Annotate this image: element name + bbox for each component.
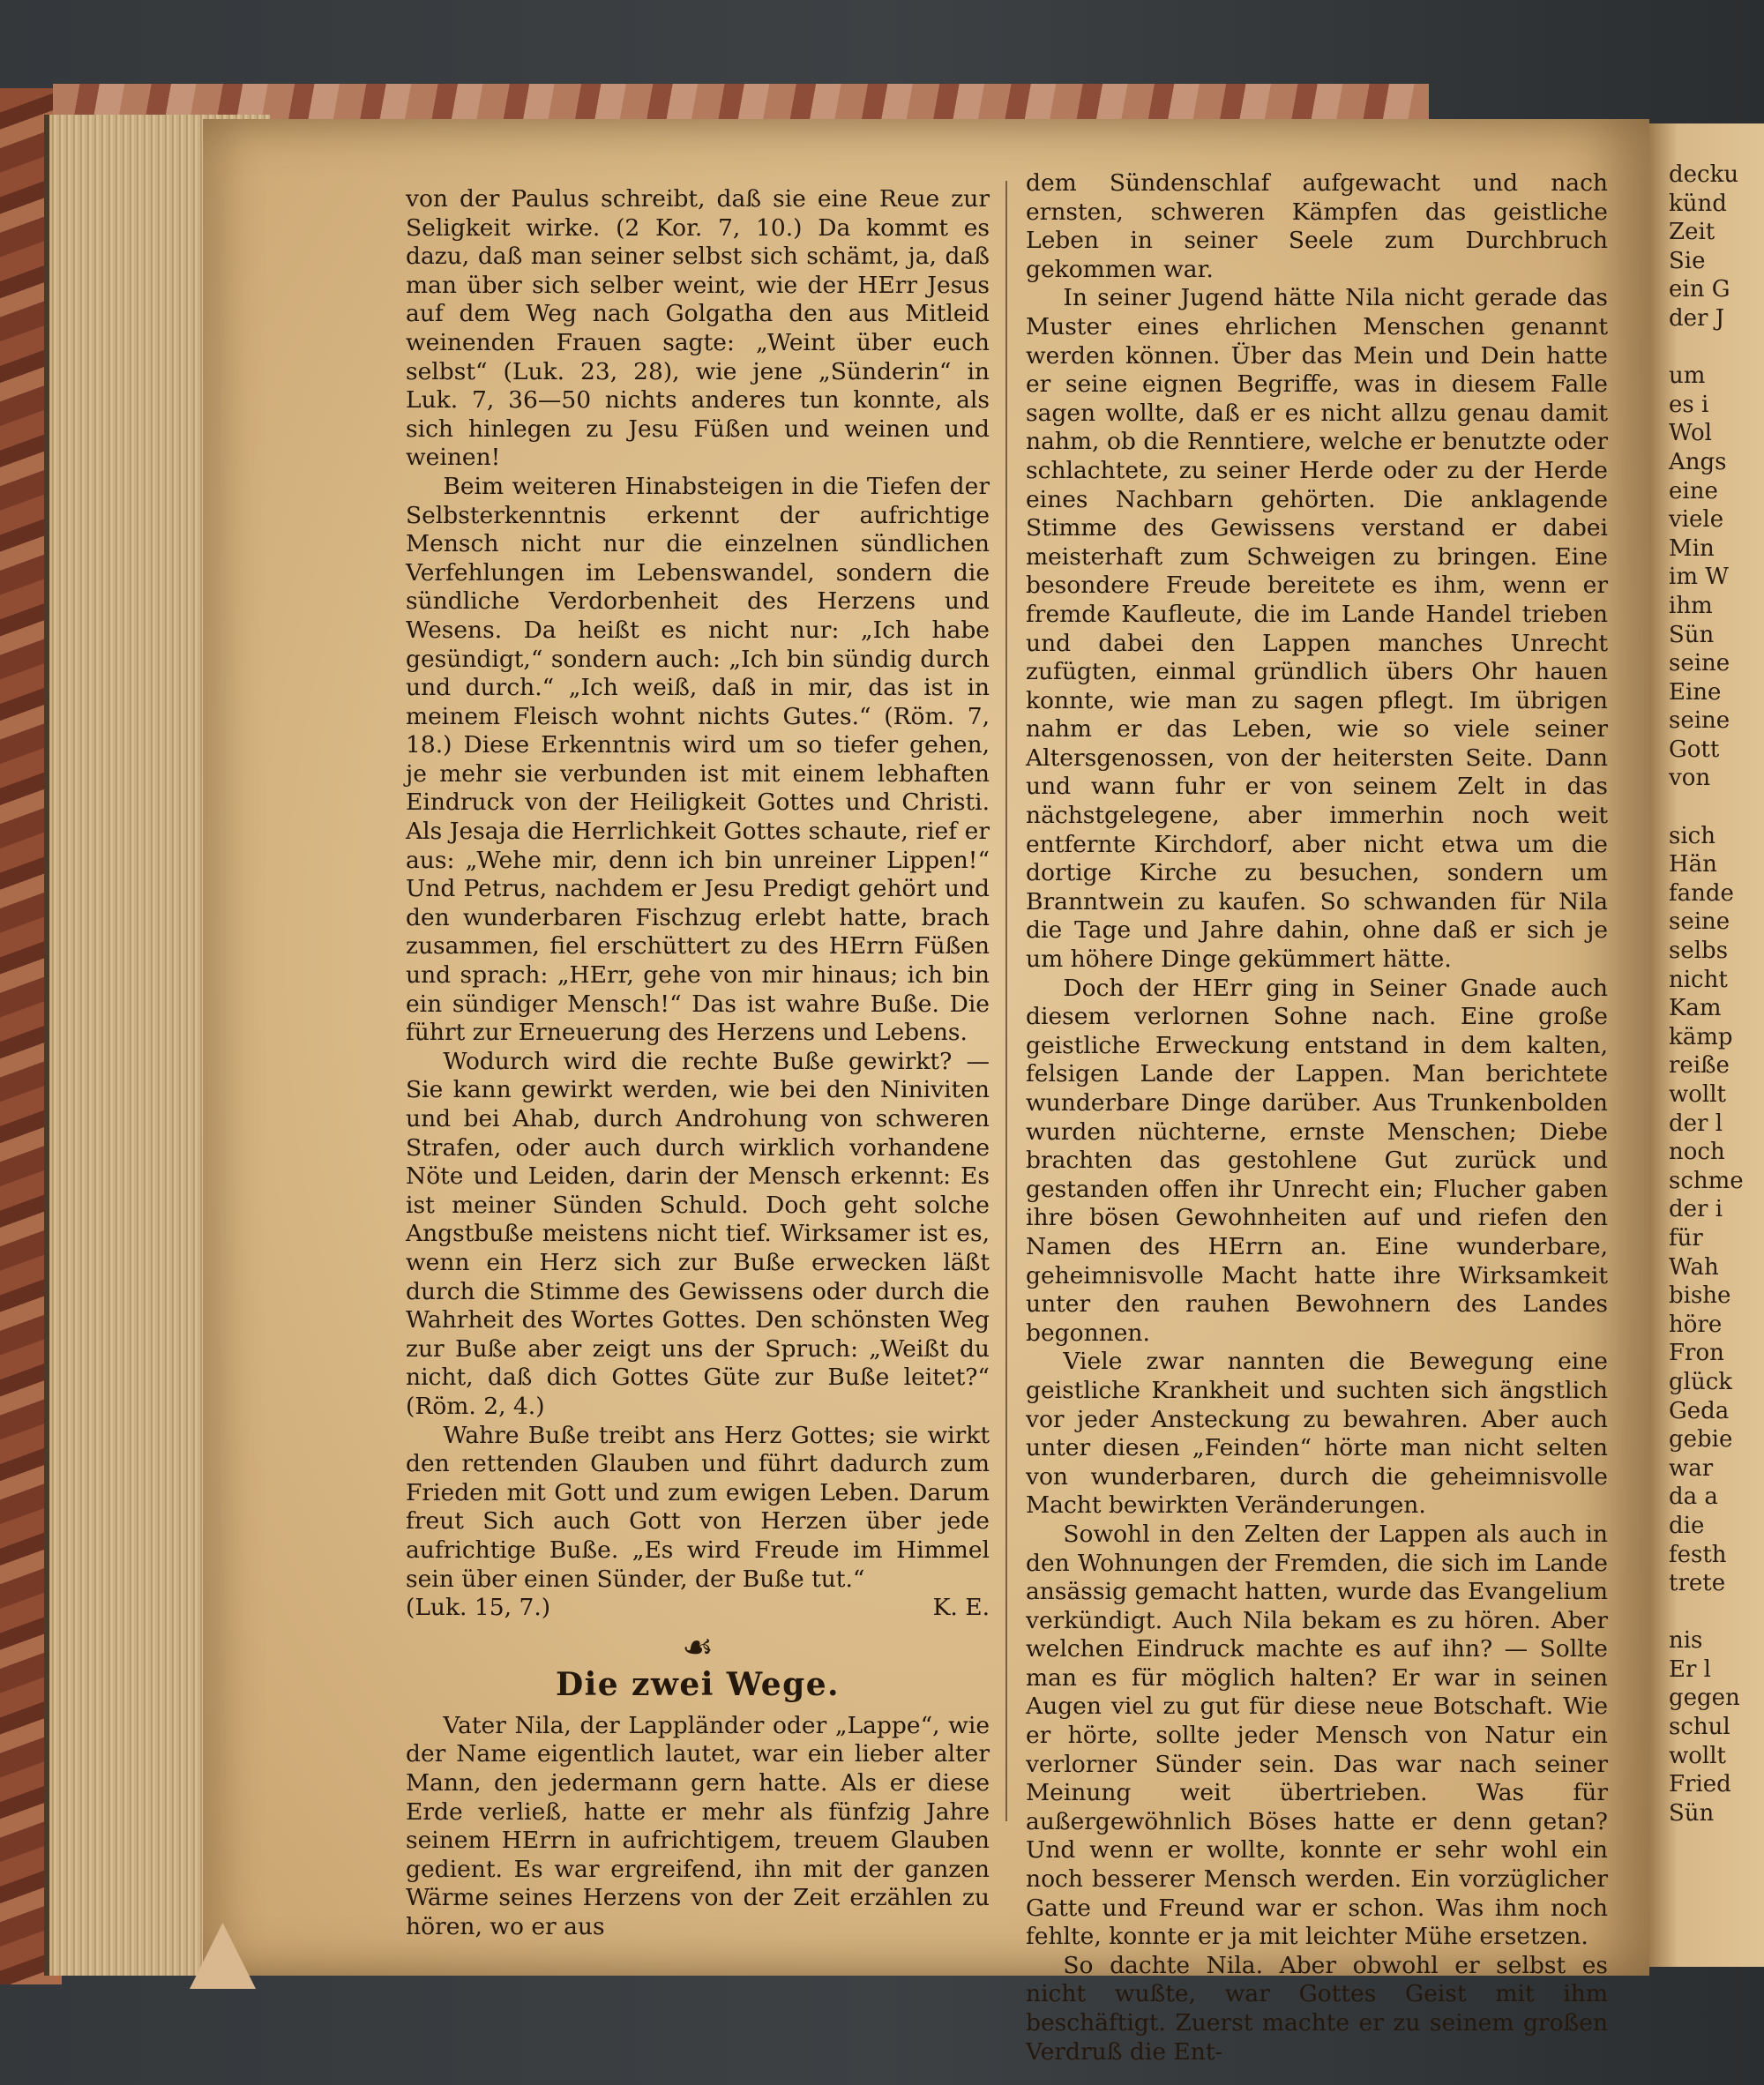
next-page-fragment: wollt <box>1669 1742 1726 1769</box>
right-column <box>1026 169 1608 2066</box>
next-page-fragment: decku <box>1669 161 1739 188</box>
next-page-fragment: von <box>1669 765 1711 792</box>
next-page-fragment: da a <box>1669 1483 1718 1511</box>
next-page-fragment: ihm <box>1669 592 1713 619</box>
next-page-fragment: sich <box>1669 822 1715 849</box>
next-page-fragment: höre <box>1669 1311 1723 1338</box>
next-page-fragment: Sün <box>1669 1799 1715 1827</box>
next-page-fragment: festh <box>1669 1541 1727 1568</box>
next-page-fragments <box>1649 123 1764 1827</box>
author-signature: K. E. <box>932 1594 990 1622</box>
next-page-fragment: noch <box>1669 1139 1725 1166</box>
next-page-fragment: glück <box>1669 1368 1733 1395</box>
next-page-fragment: nis <box>1669 1627 1703 1655</box>
next-page-fragment: Wah <box>1669 1253 1719 1281</box>
paragraph: So dachte Nila. Aber obwohl er selbst es nicht wußte, war Gottes Geist mit ihm beschäftigt. Zuerst machte er zu seinem großen Verdruß die Ent- <box>1026 1951 1608 2066</box>
next-page-fragment: schme <box>1669 1167 1744 1194</box>
bible-reference: (Luk. 15, 7.) <box>406 1594 551 1622</box>
next-page-fragment: schul <box>1669 1714 1730 1741</box>
next-page-fragment: gegen <box>1669 1685 1740 1712</box>
citation-signature-line <box>406 1594 990 1623</box>
next-page-fragment: bishe <box>1669 1282 1731 1310</box>
next-page-fragment: der J <box>1669 304 1725 332</box>
paragraph: dem Sündenschlaf aufgewacht und nach ernsten, schweren Kämpfen das geistliche Leben in seiner Seele zum Durchbruch gekommen war. <box>1026 169 1608 283</box>
next-page-fragment: selbs <box>1669 938 1729 965</box>
next-page-fragment: die <box>1669 1512 1705 1539</box>
next-page-fragment: Sie <box>1669 247 1706 274</box>
next-page-fragment: eine <box>1669 477 1718 504</box>
next-page-fragment: reiße <box>1669 1052 1730 1080</box>
next-page-fragment: Geda <box>1669 1397 1730 1424</box>
next-page-fragment: ein G <box>1669 276 1730 303</box>
next-page-fragment <box>1649 1598 1764 1627</box>
next-page-fragment: Er l <box>1669 1655 1711 1683</box>
next-page-fragment: seine <box>1669 707 1730 735</box>
next-page-fragment: kämp <box>1669 1023 1733 1050</box>
paragraph: In seiner Jugend hätte Nila nicht gerade das Muster eines ehrlichen Menschen genannt werden können. Über das Mein und Dein hatte er seine eignen Begriffe, was in diesem Falle sagen wollte, daß er es nicht allzu genau damit nahm, ob die Renntiere, welche er benutzte oder schlachtete, zu seiner Herde oder zu der Herde eines Nachbarn gehörten. Die anklagende Stimme des Gewissens verstand er dabei meisterhaft zum Schweigen zu bringen. Eine besondere Freude bereitete es ihm, wenn er fremde Kaufleute, die im Lande Handel trieben und dabei den Lappen manches Unrecht zufügten, einmal gründlich übers Ohr hauen konnte, wie man zu sagen pflegt. Im übrigen nahm er das Leben, wie so viele seiner Altersgenossen, von der heitersten Seite. Dann und wann fuhr er von seinem Zelt in das nächstgelegene, aber immerhin noch weit entfernte Kirchdorf, aber nicht etwa um die dortige Kirche zu besuchen, sondern um Branntwein zu kaufen. So schwanden für Nila die Tage und Jahre dahin, ohne daß er sich je um höhere Dinge gekümmert hätte. <box>1026 284 1608 974</box>
paragraph: Sowohl in den Zelten der Lappen als auch in den Wohnungen der Fremden, die sich im Lande ansässig gemacht hatten, wurde das Evangelium verkündigt. Auch Nila bekam es zu hören. Aber welchen Eindruck machte es auf ihn? — Sollte man es für möglich halten? Er war in seinen Augen viel zu gut für diese neue Botschaft. Wie er hörte, sollte jeder Mensch von Natur ein verlorner Sünder sein. Das war nach seiner Meinung weit übertrieben. Was für außergewöhnlich Böses hatte er denn getan? Und wenn er wollte, konnte er sehr wohl ein noch besserer Mensch werden. Ein vorzüglicher Gatte und Freund war er schon. Was ihm noch fehlte, konnte er ja mit leichter Mühe ersetzen. <box>1026 1520 1608 1951</box>
ornament-icon: ☙ <box>682 1626 714 1668</box>
next-page-fragment: wollt <box>1669 1081 1726 1108</box>
next-page-fragment <box>1649 793 1764 822</box>
next-page-fragment: im W <box>1669 564 1729 591</box>
paragraph: Wahre Buße treibt ans Herz Gottes; sie wirkt den rettenden Glauben und führt dadurch zum Frieden mit Gott und zum ewigen Leben. Darum freut Sich auch Gott von Herzen über jede aufrichtige Buße. „Es wird Freude im Himmel sein über einen Sünder, der Buße tut.“ <box>406 1421 990 1593</box>
paragraph: von der Paulus schreibt, daß sie eine Reue zur Seligkeit wirke. (2 Kor. 7, 10.) Da kommt es dazu, daß man seiner selbst sich schämt, ja, daß man über sich selber weint, wie der HErr Jesus auf dem Weg nach Golgatha den aus Mitleid weinenden Frauen sagte: „Weint über euch selbst“ (Luk. 23, 28), wie jene „Sünderin“ in Luk. 7, 36—50 nichts anderes tun konnte, als sich hinlegen zu Jesu Füßen und weinen und weinen! <box>406 185 990 472</box>
paragraph: Viele zwar nannten die Bewegung eine geistliche Krankheit und suchten sich ängstlich vor jeder Ansteckung zu bewahren. Aber auch unter diesen „Feinden“ hörte man nicht selten von wunderbaren, durch die geheimnisvolle Macht bewirkten Veränderungen. <box>1026 1348 1608 1520</box>
paragraph: Vater Nila, der Lappländer oder „Lappe“, wie der Name eigentlich lautet, war ein lieber alter Mann, den jedermann gern hatte. Als er diese Erde verließ, hatte er mehr als fünfzig Jahre seinem HErrn in aufrichtigem, treuem Glauben gedient. Es war ergreifend, ihn mit der ganzen Wärme seines Herzens von der Zeit erzählen zu hören, wo er aus <box>406 1711 990 1941</box>
next-page-fragment: Zeit <box>1669 219 1715 246</box>
next-page-fragment: viele <box>1669 506 1724 534</box>
next-page-fragment: Wol <box>1669 420 1712 447</box>
next-page-fragment: Hän <box>1669 851 1717 878</box>
column-divider <box>1005 181 1007 1821</box>
paragraph: Wodurch wird die rechte Buße gewirkt? — Sie kann gewirkt werden, wie bei den Niniviten und bei Ahab, durch Androhung von schweren Strafen, oder auch durch wirklich vorhandene Nöte und Leiden, darin der Mensch erkennt: Es ist meiner Sünden Schuld. Doch geht solche Angstbuße meistens nicht tief. Wirksamer ist es, wenn ein Herz sich zur Buße erwecken läßt durch die Stimme des Gewissens oder durch die Wahrheit des Wortes Gottes. Den schönsten Weg zur Buße aber zeigt uns der Spruch: „Weißt du nicht, daß dich Gottes Güte zur Buße leitet?“ (Röm. 2, 4.) <box>406 1047 990 1420</box>
next-page-edge <box>1649 123 1764 1967</box>
left-column <box>406 185 990 1942</box>
next-page-fragment: trete <box>1669 1570 1726 1597</box>
next-page-fragment: Sün <box>1669 621 1715 648</box>
next-page-fragment: Fried <box>1669 1771 1731 1798</box>
next-page-fragment: für <box>1669 1224 1703 1252</box>
next-page-fragment: nicht <box>1669 966 1728 993</box>
paragraph: Doch der HErr ging in Seiner Gnade auch diesem verlornen Sohne nach. Eine große geistliche Erweckung entstand in dem kalten, felsigen Lande der Lappen. Man berichtete wunderbare Dinge darüber. Aus Trunkenbolden wurden nüchterne, ernste Menschen; Diebe brachten das gestohlene Gut zurück und gestanden offen ihr Unrecht ein; Flucher gaben ihre bösen Gewohnheiten auf und riefen den Namen des HErrn an. Eine wunderbare, geheimnisvolle Macht hatte ihre Wirksamkeit unter den rauhen Bewohnern des Landes begonnen. <box>1026 974 1608 1347</box>
article-heading: Die zwei Wege. <box>555 1666 841 1704</box>
next-page-fragment: seine <box>1669 908 1730 936</box>
next-page-fragment: es i <box>1669 391 1709 418</box>
next-page-fragment: gebie <box>1669 1426 1733 1454</box>
next-page-fragment: Angs <box>1669 448 1727 475</box>
next-page-fragment: um <box>1669 362 1706 390</box>
next-page-fragment: Min <box>1669 534 1715 562</box>
next-page-fragment: seine <box>1669 650 1730 677</box>
next-page-fragment: der i <box>1669 1196 1723 1223</box>
next-page-fragment: Fron <box>1669 1340 1724 1367</box>
next-page-fragment: fande <box>1669 879 1734 907</box>
next-page-fragment: der l <box>1669 1110 1723 1137</box>
next-page-fragment: war <box>1669 1454 1714 1482</box>
next-page-fragment: Eine <box>1669 678 1722 706</box>
next-page-fragment: Gott <box>1669 736 1720 763</box>
paragraph: Beim weiteren Hinabsteigen in die Tiefen der Selbsterkenntnis erkennt der aufrichtige Mensch nicht nur die einzelnen sündlichen Verfehlungen im Lebenswandel, sondern die sündliche Verdorbenheit des Herzens und Wesens. Da heißt es nicht nur: „Ich habe gesündigt,“ sondern auch: „Ich bin sündig durch und durch.“ „Ich weiß, daß in mir, das ist in meinem Fleisch wohnt nichts Gutes.“ (Röm. 7, 18.) Diese Erkenntnis wird um so tiefer gehen, je mehr sie verbunden ist mit einem lebhaften Eindruck von der Heiligkeit Gottes und Christi. Als Jesaja die Herrlichkeit Gottes schaute, rief er aus: „Wehe mir, denn ich bin unreiner Lippen!“ Und Petrus, nachdem er Jesu Predigt gehört und den wunderbaren Fischzug erlebt hatte, brach zusammen, fiel erschüttert zu des HErrn Füßen und sprach: „HErr, gehe von mir hinaus; ich bin ein sündiger Mensch!“ Das ist wahre Buße. Die führt zur Erneuerung des Herzens und Lebens. <box>406 472 990 1047</box>
next-page-fragment: Kam <box>1669 995 1722 1022</box>
next-page-fragment <box>1649 333 1764 362</box>
next-page-fragment: künd <box>1669 190 1727 217</box>
